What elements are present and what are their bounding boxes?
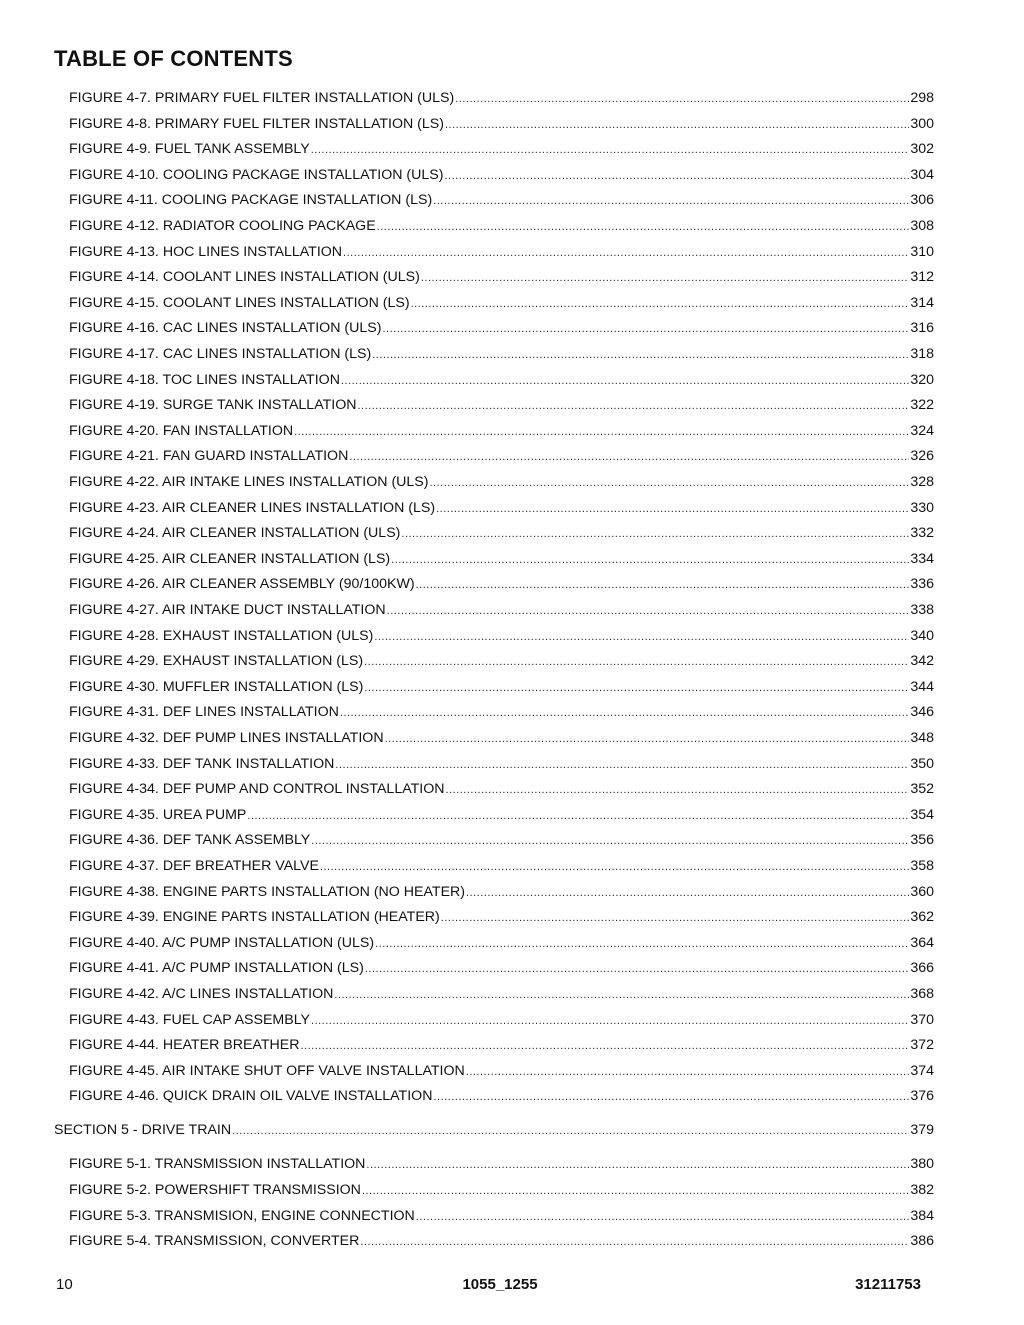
toc-entry-title: FIGURE 4-32. DEF PUMP LINES INSTALLATION	[69, 730, 384, 746]
dot-leader	[466, 883, 909, 903]
dot-leader	[441, 908, 910, 928]
toc-figure-entry[interactable]	[69, 421, 934, 441]
toc-entry-page: 366	[910, 960, 934, 977]
dot-leader	[455, 89, 909, 109]
toc-entry-title: FIGURE 5-1. TRANSMISSION INSTALLATION	[69, 1156, 366, 1173]
toc-entry-title: FIGURE 4-24. AIR CLEANER INSTALLATION (ULS)	[69, 525, 401, 542]
toc-entry-page: 358	[910, 858, 934, 874]
toc-entry-title: FIGURE 4-23. AIR CLEANER LINES INSTALLATION (LS)	[69, 499, 436, 516]
toc-entry-page: 324	[910, 422, 934, 439]
toc-figure-entry[interactable]	[69, 754, 934, 774]
dot-leader	[444, 166, 909, 186]
toc-entry-page: 344	[910, 678, 934, 695]
toc-entry-title: FIGURE 4-41. A/C PUMP INSTALLATION (LS)	[69, 960, 364, 977]
toc-figure-entry[interactable]	[69, 293, 934, 313]
toc-figure-entry[interactable]	[69, 370, 934, 390]
toc-entry-page: 312	[910, 269, 934, 286]
dot-leader	[334, 985, 909, 1005]
toc-entry-title: FIGURE 4-18. TOC LINES INSTALLATION	[69, 371, 340, 388]
toc-figure-entry[interactable]	[69, 728, 934, 748]
toc-entry-page: 340	[910, 627, 934, 644]
toc-figure-entry[interactable]	[69, 446, 934, 466]
toc-entry-page: 336	[910, 576, 934, 593]
toc-entry-page: 352	[910, 781, 934, 798]
toc-entry-title: FIGURE 4-29. EXHAUST INSTALLATION (LS)	[69, 653, 364, 670]
toc-figure-entry[interactable]	[69, 702, 934, 722]
toc-figure-entry[interactable]	[69, 600, 934, 620]
toc-entry-page: 330	[910, 499, 934, 516]
toc-figure-entry[interactable]	[69, 779, 934, 799]
dot-leader	[421, 268, 910, 288]
dot-leader	[340, 703, 909, 723]
toc-figure-entry[interactable]	[69, 677, 934, 697]
toc-figure-entry[interactable]	[69, 933, 934, 953]
toc-figure-entry[interactable]	[69, 1010, 934, 1030]
dot-leader	[366, 1155, 909, 1175]
toc-entry-title: FIGURE 4-44. HEATER BREATHER	[69, 1037, 300, 1054]
toc-figure-entry[interactable]	[69, 139, 934, 159]
toc-entry-page: 320	[910, 371, 934, 388]
dot-leader	[335, 755, 909, 775]
toc-entry-page: 334	[910, 550, 934, 567]
toc-entry-page: 372	[910, 1037, 934, 1054]
dot-leader	[411, 294, 910, 314]
toc-figure-entry[interactable]	[69, 1206, 934, 1226]
toc-entry-page: 379	[910, 1122, 934, 1139]
toc-figure-entry[interactable]	[69, 267, 934, 287]
toc-entry-title: FIGURE 4-25. AIR CLEANER INSTALLATION (LS)	[69, 550, 391, 567]
dot-leader	[320, 857, 909, 877]
toc-entry-page: 346	[910, 704, 934, 721]
toc-entry-title: FIGURE 4-19. SURGE TANK INSTALLATION	[69, 397, 357, 414]
toc-figure-entry[interactable]	[69, 88, 934, 108]
page-title: TABLE OF CONTENTS	[54, 46, 293, 71]
toc-figure-entry[interactable]	[69, 498, 934, 518]
toc-entry-page: 314	[910, 294, 934, 311]
toc-entry-title: FIGURE 4-28. EXHAUST INSTALLATION (ULS)	[69, 627, 374, 644]
toc-figure-entry[interactable]	[69, 395, 934, 415]
toc-entry-title: FIGURE 4-16. CAC LINES INSTALLATION (ULS)	[69, 320, 382, 337]
toc-figure-entry[interactable]	[69, 984, 934, 1004]
dot-leader	[446, 780, 910, 800]
toc-entry-page: 350	[910, 755, 934, 772]
footer-page-number: 10	[56, 1276, 73, 1293]
toc-entry-page: 380	[910, 1156, 934, 1173]
toc-entry-page: 354	[910, 806, 934, 823]
toc-figure-entry[interactable]	[69, 907, 934, 927]
toc-figure-entry[interactable]	[69, 1035, 934, 1055]
toc-entry-title: FIGURE 4-30. MUFFLER INSTALLATION (LS)	[69, 678, 364, 695]
toc-figure-entry[interactable]	[69, 958, 934, 978]
dot-leader	[247, 806, 909, 826]
toc-entry-title: FIGURE 5-2. POWERSHIFT TRANSMISSION	[69, 1182, 361, 1198]
toc-entry-title: FIGURE 4-22. AIR INTAKE LINES INSTALLATION (ULS)	[69, 474, 429, 490]
toc-figure-entry[interactable]	[69, 318, 934, 338]
toc-entry-title: FIGURE 4-15. COOLANT LINES INSTALLATION (LS)	[69, 294, 410, 311]
toc-entry-title: FIGURE 4-43. FUEL CAP ASSEMBLY	[69, 1011, 311, 1028]
toc-figure-entry[interactable]	[69, 1180, 934, 1200]
toc-figure-entry[interactable]	[69, 344, 934, 364]
toc-entry-title: FIGURE 4-17. CAC LINES INSTALLATION (LS)	[69, 346, 372, 362]
toc-entry-title: FIGURE 4-35. UREA PUMP	[69, 806, 247, 823]
dot-leader	[311, 831, 909, 851]
toc-entry-title: FIGURE 4-42. A/C LINES INSTALLATION	[69, 986, 334, 1002]
toc-figure-entry[interactable]	[69, 523, 934, 543]
toc-entry-title: FIGURE 5-3. TRANSMISION, ENGINE CONNECTION	[69, 1207, 415, 1224]
toc-entry-title: SECTION 5 - DRIVE TRAIN	[54, 1122, 232, 1139]
toc-entry-page: 376	[910, 1088, 934, 1105]
toc-entry-page: 326	[910, 448, 934, 465]
dot-leader	[391, 550, 909, 570]
toc-entry-title: FIGURE 4-20. FAN INSTALLATION	[69, 422, 294, 439]
toc-entry-title: FIGURE 4-11. COOLING PACKAGE INSTALLATION (LS)	[69, 192, 433, 209]
dot-leader	[385, 729, 910, 749]
toc-entry-page: 300	[910, 115, 934, 132]
toc-entry-title: FIGURE 4-40. A/C PUMP INSTALLATION (ULS)	[69, 934, 375, 951]
toc-entry-page: 374	[910, 1062, 934, 1079]
dot-leader	[416, 1207, 910, 1227]
toc-entry-page: 322	[910, 397, 934, 414]
toc-entry-title: FIGURE 4-46. QUICK DRAIN OIL VALVE INSTALLATION	[69, 1088, 433, 1105]
dot-leader	[436, 499, 909, 519]
toc-entry-page: 316	[910, 320, 934, 337]
toc-entry-title: FIGURE 5-4. TRANSMISSION, CONVERTER	[69, 1233, 360, 1250]
toc-figure-entry[interactable]	[69, 574, 934, 594]
dot-leader	[365, 959, 909, 979]
dot-leader	[364, 678, 909, 698]
dot-leader	[364, 652, 909, 672]
dot-leader	[341, 371, 909, 391]
toc-figure-entry[interactable]	[69, 651, 934, 671]
dot-leader	[311, 1011, 909, 1031]
dot-leader	[375, 934, 909, 954]
toc-entry-page: 356	[910, 832, 934, 849]
toc-entry-page: 386	[910, 1233, 934, 1250]
toc-entry-title: FIGURE 4-33. DEF TANK INSTALLATION	[69, 755, 335, 772]
toc-figure-entry[interactable]	[69, 549, 934, 569]
toc-entry-page: 304	[910, 166, 934, 183]
toc-entry-title: FIGURE 4-45. AIR INTAKE SHUT OFF VALVE INSTALLATION	[69, 1062, 465, 1079]
toc-figure-entry[interactable]	[69, 1086, 934, 1106]
toc-figure-entry[interactable]	[69, 114, 934, 134]
dot-leader	[300, 1036, 909, 1056]
toc-entry-page: 382	[910, 1182, 934, 1198]
dot-leader	[349, 447, 909, 467]
toc-figure-entry[interactable]	[69, 626, 934, 646]
toc-entry-page: 342	[910, 653, 934, 670]
toc-figure-entry[interactable]	[69, 472, 934, 492]
toc-entry-page: 360	[910, 883, 934, 900]
dot-leader	[466, 1062, 910, 1082]
toc-entry-title: FIGURE 4-12. RADIATOR COOLING PACKAGE	[69, 218, 376, 234]
dot-leader	[372, 345, 909, 365]
footer-doc-number: 31211753	[855, 1276, 921, 1293]
dot-leader	[382, 319, 909, 339]
toc-entry-title: FIGURE 4-39. ENGINE PARTS INSTALLATION (HEATER)	[69, 909, 440, 926]
toc-figure-entry[interactable]	[69, 1061, 934, 1081]
dot-leader	[445, 115, 909, 135]
toc-entry-page: 332	[910, 525, 934, 542]
toc-entry-page: 308	[910, 218, 934, 234]
toc-entry-title: FIGURE 4-9. FUEL TANK ASSEMBLY	[69, 141, 310, 158]
dot-leader	[362, 1181, 909, 1201]
toc-figure-entry[interactable]	[69, 190, 934, 210]
toc-figure-entry[interactable]	[69, 216, 934, 236]
dot-leader	[377, 217, 910, 237]
dot-leader	[294, 422, 909, 442]
toc-entry-title: FIGURE 4-38. ENGINE PARTS INSTALLATION (NO HEATER)	[69, 883, 465, 900]
toc-entry-page: 302	[910, 141, 934, 158]
toc-entry-title: FIGURE 4-14. COOLANT LINES INSTALLATION (ULS)	[69, 269, 420, 286]
toc-entry-title: FIGURE 4-8. PRIMARY FUEL FILTER INSTALLATION (LS)	[69, 115, 444, 132]
toc-entry-title: FIGURE 4-7. PRIMARY FUEL FILTER INSTALLATION (ULS)	[69, 90, 455, 106]
toc-figure-entry[interactable]	[69, 830, 934, 850]
toc-entry-page: 368	[910, 986, 934, 1002]
toc-figure-entry[interactable]	[69, 805, 934, 825]
toc-entry-page: 318	[910, 346, 934, 362]
dot-leader	[430, 473, 910, 493]
dot-leader	[433, 1087, 909, 1107]
toc-figure-entry[interactable]	[69, 856, 934, 876]
toc-figure-entry[interactable]	[69, 1231, 934, 1251]
toc-entry-page: 362	[910, 909, 934, 926]
toc-entry-title: FIGURE 4-10. COOLING PACKAGE INSTALLATION (ULS)	[69, 166, 444, 183]
toc-entry-page: 338	[910, 602, 934, 618]
toc-section-entry[interactable]	[54, 1120, 934, 1140]
toc-entry-title: FIGURE 4-36. DEF TANK ASSEMBLY	[69, 832, 311, 849]
toc-entry-title: FIGURE 4-21. FAN GUARD INSTALLATION	[69, 448, 349, 465]
toc-entry-page: 348	[910, 730, 934, 746]
dot-leader	[343, 243, 909, 263]
toc-entry-page: 370	[910, 1011, 934, 1028]
dot-leader	[433, 191, 909, 211]
toc-entry-page: 298	[910, 90, 934, 106]
toc-figure-entry[interactable]	[69, 882, 934, 902]
toc-entry-page: 364	[910, 934, 934, 951]
toc-entry-title: FIGURE 4-37. DEF BREATHER VALVE	[69, 858, 319, 874]
toc-entry-title: FIGURE 4-31. DEF LINES INSTALLATION	[69, 704, 339, 721]
toc-entry-title: FIGURE 4-34. DEF PUMP AND CONTROL INSTALLATION	[69, 781, 445, 798]
dot-leader	[416, 575, 910, 595]
toc-entry-page: 310	[910, 243, 934, 260]
footer-model: 1055_1255	[462, 1276, 538, 1293]
toc-entry-page: 306	[910, 192, 934, 209]
dot-leader	[360, 1232, 909, 1252]
toc-entry-title: FIGURE 4-27. AIR INTAKE DUCT INSTALLATION	[69, 602, 386, 618]
dot-leader	[387, 601, 910, 621]
toc-figure-entry[interactable]	[69, 1154, 934, 1174]
toc-entry-page: 384	[910, 1207, 934, 1224]
toc-entry-title: FIGURE 4-13. HOC LINES INSTALLATION	[69, 243, 343, 260]
toc-entry-page: 328	[910, 474, 934, 490]
toc-figure-entry[interactable]	[69, 242, 934, 262]
dot-leader	[311, 140, 910, 160]
toc-entry-title: FIGURE 4-26. AIR CLEANER ASSEMBLY (90/100KW)	[69, 576, 415, 593]
dot-leader	[358, 396, 910, 416]
toc-figure-entry[interactable]	[69, 165, 934, 185]
dot-leader	[401, 524, 909, 544]
dot-leader	[232, 1121, 909, 1141]
dot-leader	[374, 627, 909, 647]
